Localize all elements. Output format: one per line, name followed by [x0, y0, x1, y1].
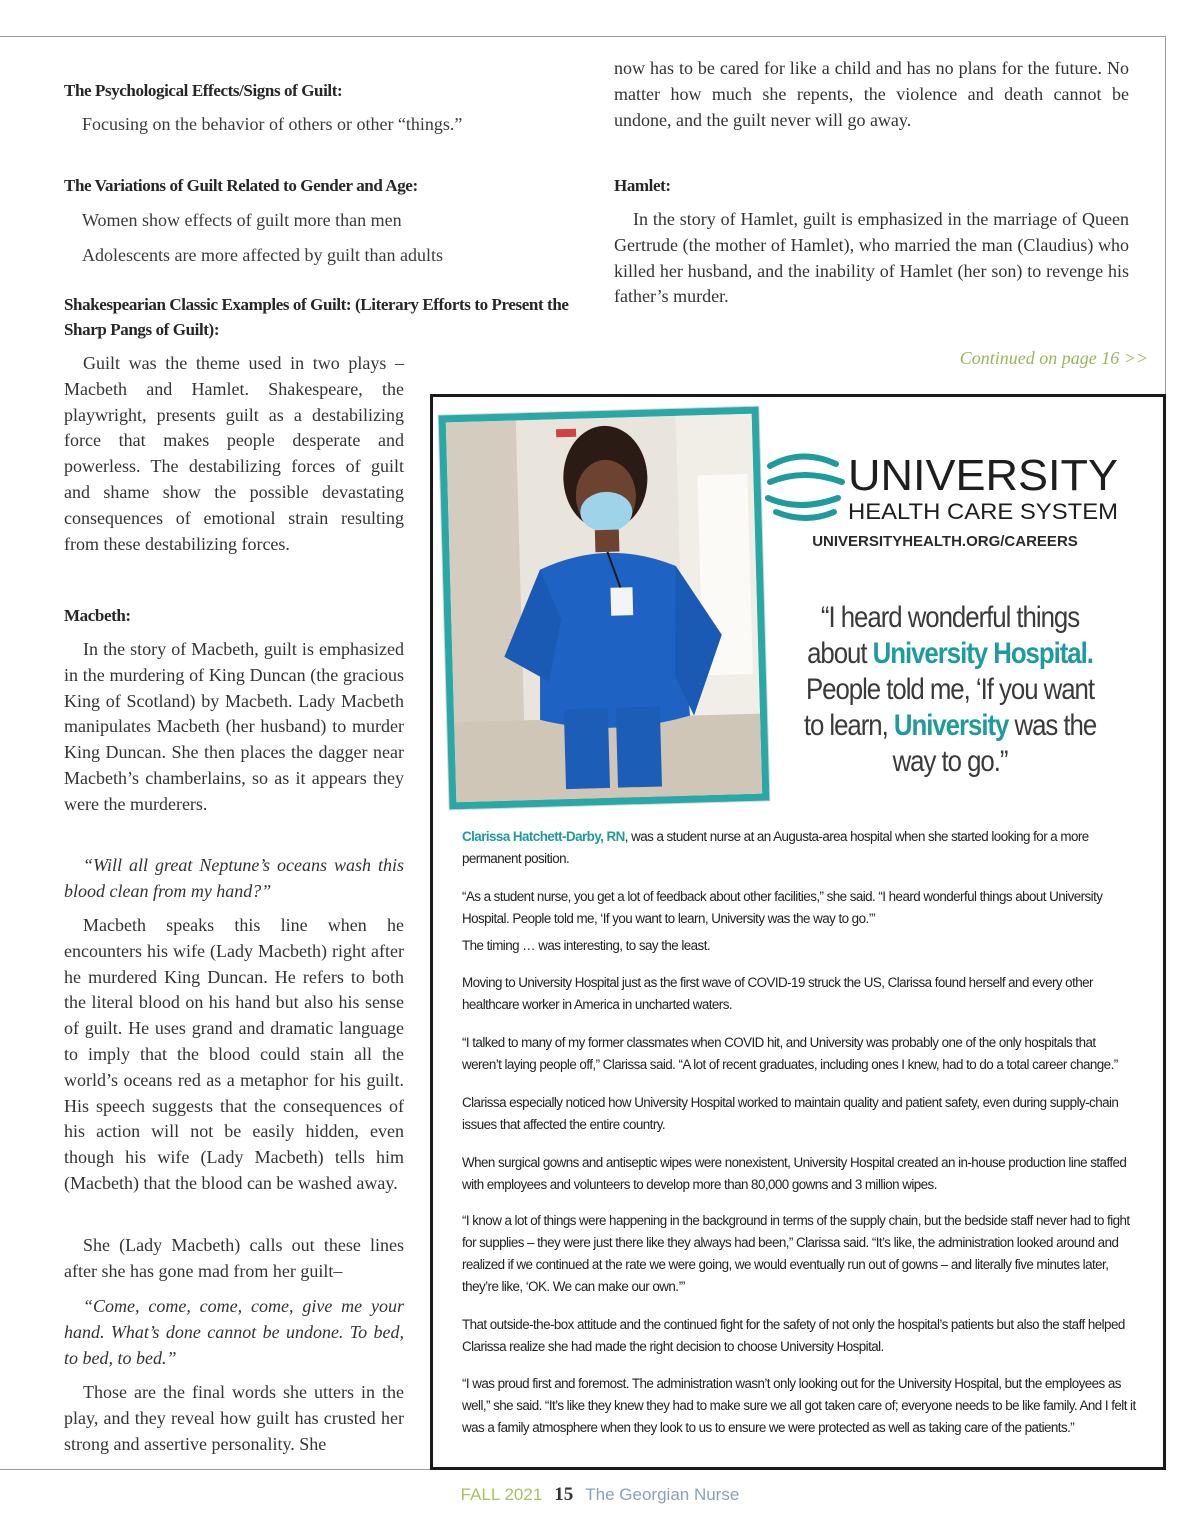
- para-hamlet-story: In the story of Hamlet, guilt is emphasized in the marriage of Queen Gertrude (the mother of Hamlet), who married the man (Claudius) who killed her husband, and the inability of Hamlet (her son) to revenge his father’s murder.: [614, 209, 1129, 307]
- ad-para-timing: The timing … was interesting, to say the least.: [462, 938, 711, 953]
- heading-macbeth: Macbeth:: [64, 606, 131, 625]
- footer-season: FALL 2021: [460, 1485, 543, 1504]
- ad-para-classmates: “I talked to many of my former classmates when COVID hit, and University was probably one of the only hospitals that weren’t laying people off,” Clarissa said. “A lot of recent graduates, including ones I knew, had to do a total career change.”: [462, 1035, 1118, 1072]
- footer-publication: The Georgian Nurse: [585, 1485, 740, 1504]
- ad-para-proud: “I was proud first and foremost. The administration wasn’t only looking out for the University Hospital, but the employees as well,” she said. “It’s like they knew they had to make sure we all got taken care of; everyone needs to be like family. And I felt it was a family atmosphere when they look to us to ensure we were protected as well as taking care of the patients.”: [462, 1376, 1136, 1435]
- para-cared-for: now has to be cared for like a child and has no plans for the future. No matter how much she repents, the violence and death cannot be undone, and the guilt never will go away.: [614, 58, 1129, 130]
- ad-para-covid: Moving to University Hospital just as the first wave of COVID-19 struck the US, Clarissa found herself and every other healthcare worker in America in uncharted waters.: [462, 975, 1093, 1012]
- nurse-photo: [439, 407, 770, 810]
- top-rule: [0, 36, 1166, 37]
- para-guilt-theme: Guilt was the theme used in two plays – Macbeth and Hamlet. Shakespeare, the playwright, presents guilt as a destabilizing force that makes people desperate and powerless. The destabilizing forces of guilt and shame show the possible devastating consequences of emotional strain resulting from these destabilizing forces.: [64, 353, 404, 554]
- ad-intro-text: , was a student nurse at an Augusta-area hospital when she started looking for a more permanent position.: [462, 829, 1089, 866]
- ad-para-supply: “I know a lot of things were happening in the background in terms of the supply chain, but the bedside staff never had to fight for supplies – they were just there like they always had been,” Clarissa said. “It’s like, the administration looked around and realized if we continued at the rate we were going, we would eventually run out of gowns – and literally five minutes later, they’re like, ‘OK. We can make our own.’”: [462, 1213, 1130, 1294]
- ad-para-quality: Clarissa especially noticed how University Hospital worked to maintain quality and patient safety, even during supply-chain issues that affected the entire country.: [462, 1095, 1119, 1132]
- ad-para-feedback: “As a student nurse, you get a lot of feedback about other facilities,” she said. “I heard wonderful things about University Hospital. People told me, ‘If you want to learn, University was the way to go.’”: [462, 889, 1103, 926]
- nurse-name: Clarissa Hatchett-Darby, RN: [462, 829, 625, 844]
- ad-intro: [462, 826, 1136, 870]
- para-macbeth-story: In the story of Macbeth, guilt is emphasized in the murdering of King Duncan (the gracious King of Scotland) by Macbeth. Lady Macbeth manipulates Macbeth (her husband) to murder King Duncan. She then places the dagger near Macbeth’s chamberlains, so as it appears they were the murderers.: [64, 639, 404, 814]
- logo-swirl-icon: [768, 456, 842, 518]
- quote-highlight-university: University: [893, 709, 1009, 742]
- logo-line2: HEALTH CARE SYSTEM: [848, 499, 1118, 524]
- quote-part-c: People told me, ‘If you want to learn,: [803, 673, 1095, 742]
- logo-line1: UNIVERSITY: [848, 451, 1118, 500]
- continued-link[interactable]: Continued on page 16 >>: [959, 348, 1148, 368]
- quote-part-e: was the way to go.”: [892, 709, 1097, 778]
- careers-url[interactable]: UNIVERSITYHEALTH.ORG/CAREERS: [812, 533, 1078, 550]
- ad-quote: [795, 600, 1105, 780]
- right-rule: [1165, 36, 1166, 398]
- page-footer: [0, 1484, 1200, 1514]
- bullet-focusing: Focusing on the behavior of others or other “things.”: [82, 114, 463, 134]
- nurse-illustration: [446, 414, 762, 802]
- bullet-women: Women show effects of guilt more than men: [82, 210, 402, 230]
- quote-neptune: “Will all great Neptune’s oceans wash this blood clean from my hand?”: [64, 855, 404, 901]
- para-lady-macbeth: She (Lady Macbeth) calls out these lines after she has gone mad from her guilt–: [64, 1235, 404, 1281]
- ad-para-attitude: That outside-the-box attitude and the continued fight for the safety of not only the hospital’s patients but also the staff helped Clarissa realize she had made the right decision to choose University Hospital.: [462, 1317, 1125, 1354]
- para-final-words: Those are the final words she utters in the play, and they reveal how guilt has crusted her strong and assertive personality. She: [64, 1382, 404, 1454]
- ad-para-gowns: When surgical gowns and antiseptic wipes were nonexistent, University Hospital created an in-house production line staffed with employees and volunteers to develop more than 80,000 gowns and 3 million wipes.: [462, 1155, 1127, 1192]
- heading-hamlet: Hamlet:: [614, 176, 671, 195]
- heading-gender-age: The Variations of Guilt Related to Gender and Age:: [64, 176, 418, 195]
- para-macbeth-line: Macbeth speaks this line when he encounters his wife (Lady Macbeth) right after he murdered King Duncan. He refers to both the literal blood on his hand but also his sense of guilt. He uses grand and dramatic language to imply that the blood could stain all the world’s oceans red as a metaphor for his guilt. His speech suggests that the consequences of his action will not be easily hidden, even though his wife (Lady Macbeth) tells him (Macbeth) that the blood can be washed away.: [64, 915, 404, 1193]
- heading-signs-of-guilt: The Psychological Effects/Signs of Guilt:: [64, 81, 343, 100]
- quote-come-come: “Come, come, come, come, give me your hand. What’s done cannot be undone. To bed, to bed, to bed.”: [64, 1296, 404, 1368]
- university-logo: [762, 446, 1122, 526]
- quote-highlight-hospital: University Hospital.: [872, 637, 1093, 670]
- quote-part-a: “I heard wonderful things about: [807, 601, 1080, 670]
- footer-page-number: 15: [554, 1484, 574, 1505]
- bullet-adolescents: Adolescents are more affected by guilt than adults: [82, 245, 444, 265]
- heading-shakespeare: Shakespearian Classic Examples of Guilt: (Literary Efforts to Present the Sharp Pangs of Guilt):: [64, 295, 569, 339]
